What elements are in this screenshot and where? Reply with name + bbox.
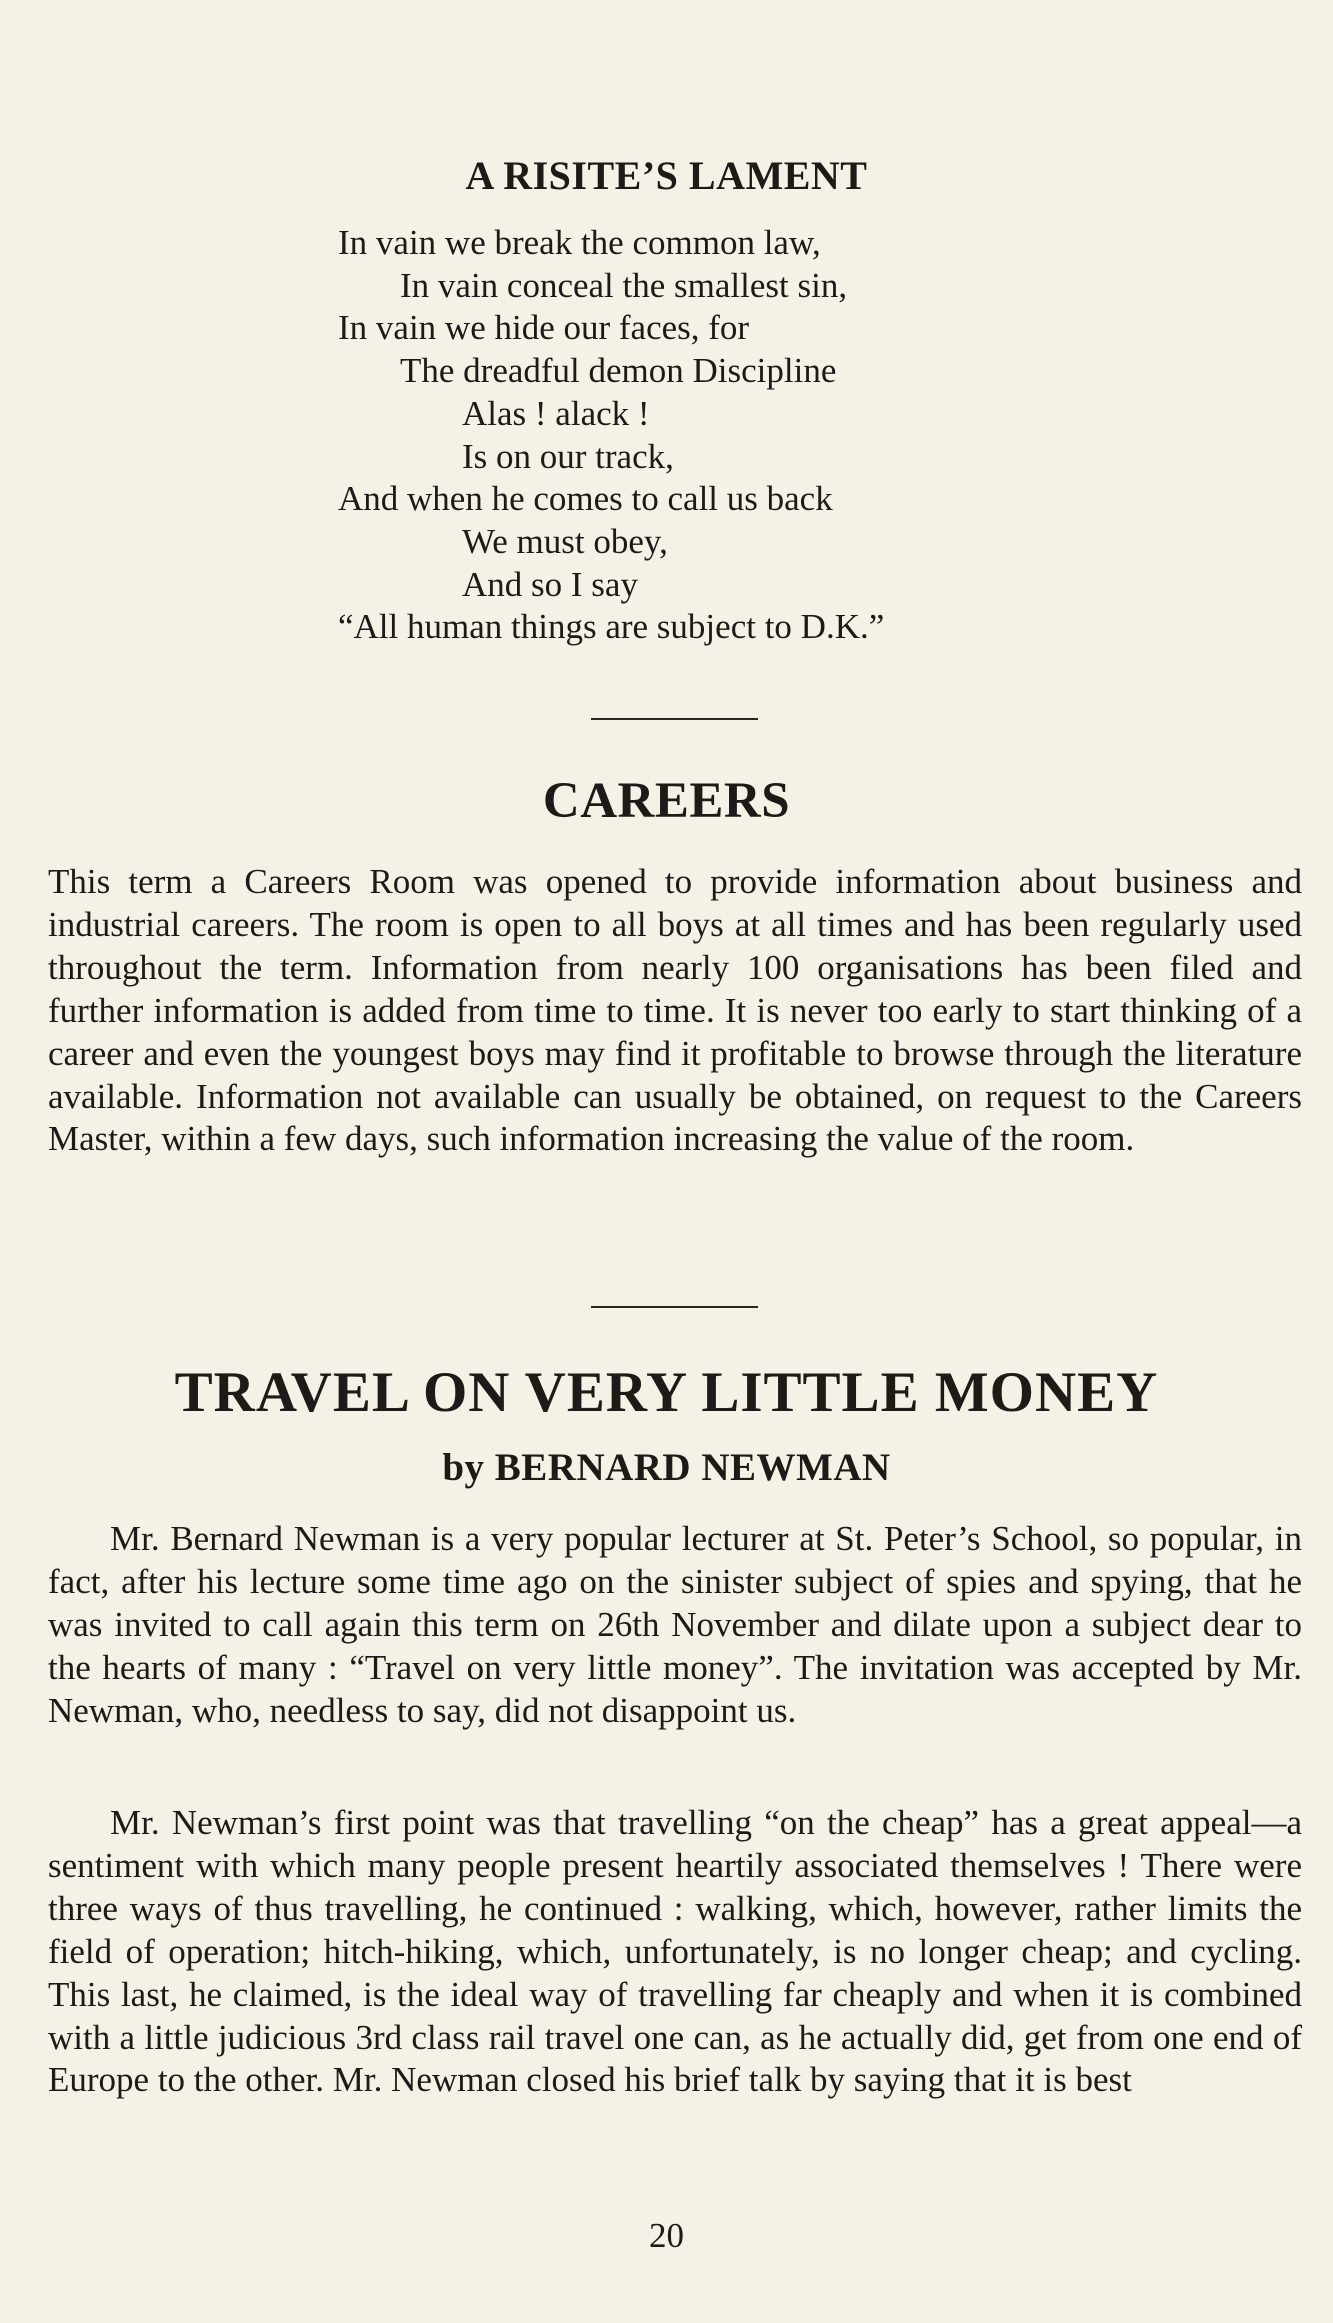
section-divider <box>591 1306 758 1308</box>
poem-line: And so I say <box>462 564 638 604</box>
page-number: 20 <box>649 2216 684 2255</box>
poem-line: In vain we break the common law, <box>338 223 821 262</box>
poem-line: “All human things are subject to D.K.” <box>338 607 885 647</box>
poem-line: Is on our track, <box>462 436 674 476</box>
poem-line: In vain we hide our faces, for <box>338 308 750 348</box>
careers-title: CAREERS <box>542 773 791 829</box>
poem-line: We must obey, <box>462 521 668 561</box>
travel-title: TRAVEL ON VERY LITTLE MONEY <box>174 1361 1159 1424</box>
section-divider <box>591 718 758 720</box>
poem-line: In vain conceal the smallest sin, <box>400 265 848 305</box>
travel-paragraph: Mr. Bernard Newman is a very popular lecturer at St. Peter’s School, so popular, in fact, after his lecture some time ago on the sinister subject of spies and spying, that he was invited to call again this term on 26th November and dilate upon a subject dear to the hearts of many : “Travel on very little money”. The invitation was accepted by Mr. Newman, who, needless to say, did not disappoint us. <box>48 1519 1302 1730</box>
travel-paragraph: Mr. Newman’s first point was that travelling “on the cheap” has a great appeal—a sentiment with which many people present heartily associated themselves ! There were three ways of thus travelling, he continued : walking, which, however, rather limits the field of operation; hitch-hiking, which, unfortunately, is no longer cheap; and cycling. This last, he claimed, is the ideal way of travelling far cheaply and when it is combined with a little judicious 3rd class rail travel one can, as he actually did, get from one end of Europe to the other. Mr. Newman closed his brief talk by saying that it is best <box>48 1803 1302 2100</box>
poem-line: Alas ! alack ! <box>462 393 650 433</box>
poem-line: The dreadful demon Discipline <box>400 351 837 391</box>
poem-line: And when he comes to call us back <box>338 479 833 519</box>
careers-paragraph: This term a Careers Room was opened to provide information about business and industrial careers. The room is open to all boys at all times and has been regularly used throughout the term. Information from nearly 100 organisations has been filed and further information is added from time to time. It is never too early to start thinking of a career and even the youngest boys may find it profitable to browse through the literature available. Information not available can usually be obtained, on request to the Careers Master, within a few days, such information increasing the value of the room. <box>48 862 1302 1159</box>
travel-byline: by BERNARD NEWMAN <box>442 1446 891 1489</box>
poem-title: A RISITE’S LAMENT <box>465 153 868 198</box>
poem-body <box>338 222 884 649</box>
